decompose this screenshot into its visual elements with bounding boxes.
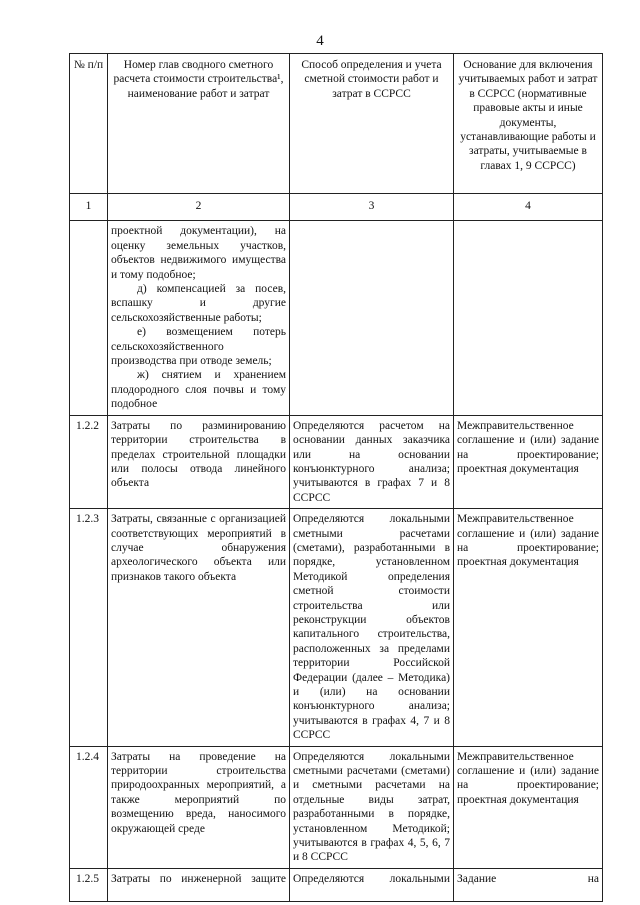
header-method: Способ определения и учета сметной стоимости работ и затрат в ССРСС	[290, 54, 454, 194]
column-number: 1	[70, 194, 108, 221]
table-row	[70, 415, 603, 508]
table-row	[70, 746, 603, 868]
table-row	[70, 509, 603, 747]
header-basis: Основание для включения учитываемых работ и затрат в ССРСС (нормативные правовые акты и иные документы, устанавливающие работы и затраты, учитываемые в главах 1, 9 ССРСС)	[454, 54, 603, 194]
cost-table	[69, 53, 603, 902]
column-number: 3	[290, 194, 454, 221]
row-method: Определяются локальными сметными расчетами (сметами) и сметными расчетами на отдельные виды затрат, разработанными в порядке, установленном Методикой; учитываются в графах 4, 5, 6, 7 и 8 ССРСС	[290, 746, 454, 868]
row-number	[70, 221, 108, 415]
row-method	[290, 221, 454, 415]
column-number: 4	[454, 194, 603, 221]
description-paragraph: д) компенсацией за посев, вспашку и другие сельскохозяйственные работы;	[111, 283, 286, 324]
table-header-row	[70, 54, 603, 194]
description-paragraph: ж) снятием и хранением плодородного слоя почвы и тому подобное	[111, 369, 286, 411]
row-method: Определяются локальными	[290, 868, 454, 901]
row-method: Определяются локальными сметными расчетами (сметами), разработанными в порядке, установленном Методикой определения сметной стоимости строительства или реконструкции объектов капитального строительства, расположенных за пределами территории Российской Федерации (далее – Методика) и (или) на основании конъюнктурного анализа; учитываются в графах 4, 7 и 8 ССРСС	[290, 509, 454, 747]
row-number: 1.2.2	[70, 415, 108, 508]
description-paragraph: проектной документации), на оценку земельных участков, объектов недвижимого имущества и тому подобное;	[111, 225, 286, 281]
row-basis: Межправительственное соглашение и (или) задание на проектирование; проектная документация	[454, 746, 603, 868]
page-number: 4	[316, 33, 324, 49]
description-paragraph: е) возмещением потерь сельскохозяйственного производства при отводе земель;	[111, 326, 286, 368]
row-description: Затраты по инженерной защите	[108, 868, 290, 901]
row-description: Затраты на проведение на территории строительства природоохранных мероприятий, а также мероприятий по возмещению вреда, наносимого окружающей среде	[108, 746, 290, 868]
row-method: Определяются расчетом на основании данных заказчика или на основании конъюнктурного анализа; учитываются в графах 7 и 8 ССРСС	[290, 415, 454, 508]
row-number: 1.2.4	[70, 746, 108, 868]
header-num: № п/п	[70, 54, 108, 194]
row-description: Затраты по разминированию территории строительства в пределах строительной площадки или полосы отвода линейного объекта	[108, 415, 290, 508]
column-number-row	[70, 194, 603, 221]
header-chapter: Номер глав сводного сметного расчета стоимости строительства¹, наименование работ и затрат	[108, 54, 290, 194]
column-number: 2	[108, 194, 290, 221]
row-basis: Межправительственное соглашение и (или) задание на проектирование; проектная документация	[454, 509, 603, 747]
table-row	[70, 868, 603, 901]
row-description	[108, 221, 290, 415]
row-basis: Межправительственное соглашение и (или) задание на проектирование; проектная документация	[454, 415, 603, 508]
row-number: 1.2.5	[70, 868, 108, 901]
row-number: 1.2.3	[70, 509, 108, 747]
row-basis: Задание на	[454, 868, 603, 901]
row-description: Затраты, связанные с организацией соответствующих мероприятий в случае обнаружения археологического объекта или признаков такого объекта	[108, 509, 290, 747]
row-basis	[454, 221, 603, 415]
table-row	[70, 221, 603, 415]
